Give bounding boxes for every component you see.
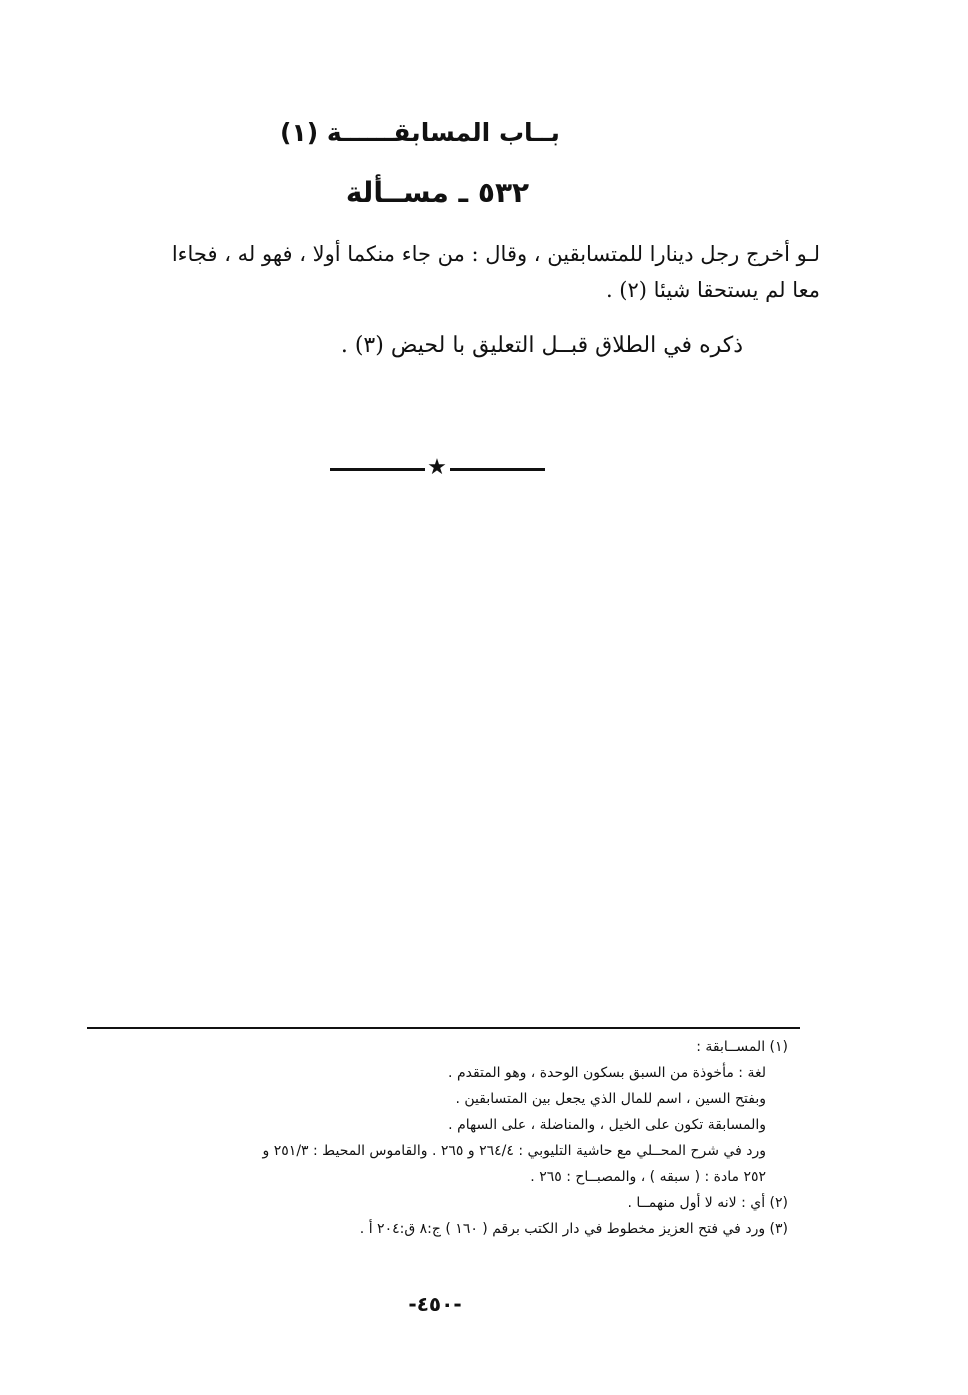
footnote-line: لغة : مأخوذة من السبق بسكون الوحدة ، وهو المتقدم . <box>448 1065 766 1081</box>
divider-rule <box>450 468 545 471</box>
footnotes <box>88 1034 788 1242</box>
footnote-line: وبفتح السين ، اسم للمال الذي يجعل بين المتسابقين . <box>455 1091 766 1107</box>
footnote-line: ورد في شرح المحــلي مع حاشية التليوبي : ٢٦٤/٤ و ٢٦٥ . والقاموس المحيط : ٢٥١/٣ و <box>262 1143 766 1159</box>
body-reference: ذكره في الطلاق قبــل التعليق با لحيض (٣) . <box>340 333 743 358</box>
divider-rule <box>330 468 425 471</box>
chapter-title: بــاب المسابقــــــة (١) <box>280 118 560 147</box>
body-paragraph <box>50 236 820 308</box>
issue-title: ٥٣٢ ـ مســألة <box>345 176 530 209</box>
footnote-line: والمسابقة تكون على الخيل ، والمناضلة ، على السهام . <box>448 1117 766 1133</box>
footnote-line: (١) المســابقة : <box>696 1039 788 1055</box>
footnote-line: ٢٥٢ مادة : ( سبقه ) ، والمصبــاح : ٢٦٥ . <box>530 1169 766 1185</box>
page-number: -٤٥٠- <box>408 1292 462 1316</box>
footnote-line: (٢) أي : لانه لا أول منهمــا . <box>627 1195 788 1211</box>
star-icon: ★ <box>427 455 447 480</box>
body-line: معا لم يستحقا شيئا (٢) . <box>605 278 820 302</box>
footnote-separator <box>87 1027 800 1029</box>
footnote-line: (٣) ورد في فتح العزيز مخطوط في دار الكتب برقم ( ١٦٠ ) ج:٨ ق:٢٠٤ أ . <box>359 1221 788 1237</box>
body-line: لـو أخرج رجل دينارا للمتسابقين ، وقال : من جاء منكما أولا ، فهو له ، فجاءا <box>171 242 820 266</box>
section-divider <box>330 455 545 482</box>
